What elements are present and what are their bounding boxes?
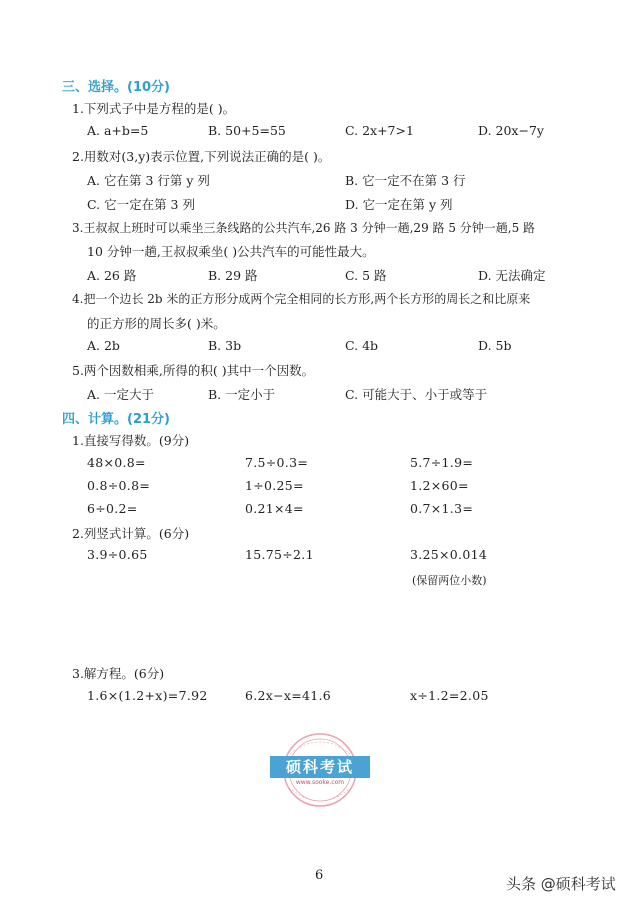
q3-option-d: D. 无法确定 [478, 268, 546, 283]
part-3-title: 3.解方程。(6分) [72, 666, 165, 681]
question-2: 2.用数对(3,y)表示位置,下列说法正确的是( )。 [72, 149, 331, 164]
q1-option-a: A. a+b=5 [87, 123, 149, 138]
q4-option-a: A. 2b [87, 338, 120, 353]
q4-option-b: B. 3b [208, 338, 242, 353]
q5-option-c: C. 可能大于、小于或等于 [345, 387, 488, 402]
rounding-note: (保留两位小数) [412, 574, 487, 587]
q2-option-d: D. 它一定在第 y 列 [345, 197, 453, 212]
question-4-line-2: 的正方形的周长多( )米。 [87, 316, 226, 331]
calc-r2-c3: 1.2×60= [410, 478, 469, 493]
q3-option-b: B. 29 路 [208, 268, 258, 283]
calc-r1-c3: 5.7÷1.9= [410, 455, 474, 470]
calc-r2-c2: 1÷0.25= [245, 478, 304, 493]
q5-option-b: B. 一定小于 [208, 387, 276, 402]
watermark-stamp [270, 728, 370, 818]
equation-3: x÷1.2=2.05 [410, 688, 489, 703]
q1-option-b: B. 50+5=55 [208, 123, 286, 138]
q2-option-c: C. 它一定在第 3 列 [87, 197, 195, 212]
section-title-calc: 四、计算。(21分) [62, 412, 170, 427]
q5-option-a: A. 一定大于 [87, 387, 154, 402]
q1-option-c: C. 2x+7>1 [345, 123, 414, 138]
q2-option-a: A. 它在第 3 行第 y 列 [87, 173, 210, 188]
q4-option-d: D. 5b [478, 338, 512, 353]
part-1-title: 1.直接写得数。(9分) [72, 433, 190, 448]
q4-option-c: C. 4b [345, 338, 379, 353]
section-title-choice: 三、选择。(10分) [62, 80, 170, 95]
vertical-calc-3: 3.25×0.014 [410, 547, 488, 562]
calc-r3-c1: 6÷0.2= [87, 501, 138, 516]
vertical-calc-2: 15.75÷2.1 [245, 547, 314, 562]
calc-r1-c2: 7.5÷0.3= [245, 455, 309, 470]
question-5: 5.两个因数相乘,所得的积( )其中一个因数。 [72, 363, 315, 378]
q3-option-a: A. 26 路 [87, 268, 137, 283]
question-1: 1.下列式子中是方程的是( )。 [72, 101, 236, 116]
equation-2: 6.2x−x=41.6 [245, 688, 332, 703]
equation-1: 1.6×(1.2+x)=7.92 [87, 688, 208, 703]
q3-option-c: C. 5 路 [345, 268, 387, 283]
question-3-line-2: 10 分钟一趟,王叔叔乘坐( )公共汽车的可能性最大。 [87, 244, 375, 259]
calc-r2-c1: 0.8÷0.8= [87, 478, 151, 493]
stamp-label: 硕科考试 [270, 756, 370, 778]
calc-r3-c3: 0.7×1.3= [410, 501, 474, 516]
calc-r1-c1: 48×0.8= [87, 455, 146, 470]
part-2-title: 2.列竖式计算。(6分) [72, 526, 190, 541]
question-3-line-1: 3.王叔叔上班时可以乘坐三条线路的公共汽车,26 路 3 分钟一趟,29 路 5 分钟一趟,5 路 [72, 221, 536, 235]
footer-watermark: 头条 @硕科考试 [506, 875, 616, 893]
vertical-calc-1: 3.9÷0.65 [87, 547, 148, 562]
q2-option-b: B. 它一定不在第 3 行 [345, 173, 466, 188]
stamp-url: www.sooke.com [295, 779, 345, 786]
page-number: 6 [315, 868, 324, 883]
question-4-line-1: 4.把一个边长 2b 米的正方形分成两个完全相同的长方形,两个长方形的周长之和比原来 [72, 292, 531, 306]
q1-option-d: D. 20x−7y [478, 123, 544, 138]
calc-r3-c2: 0.21×4= [245, 501, 304, 516]
